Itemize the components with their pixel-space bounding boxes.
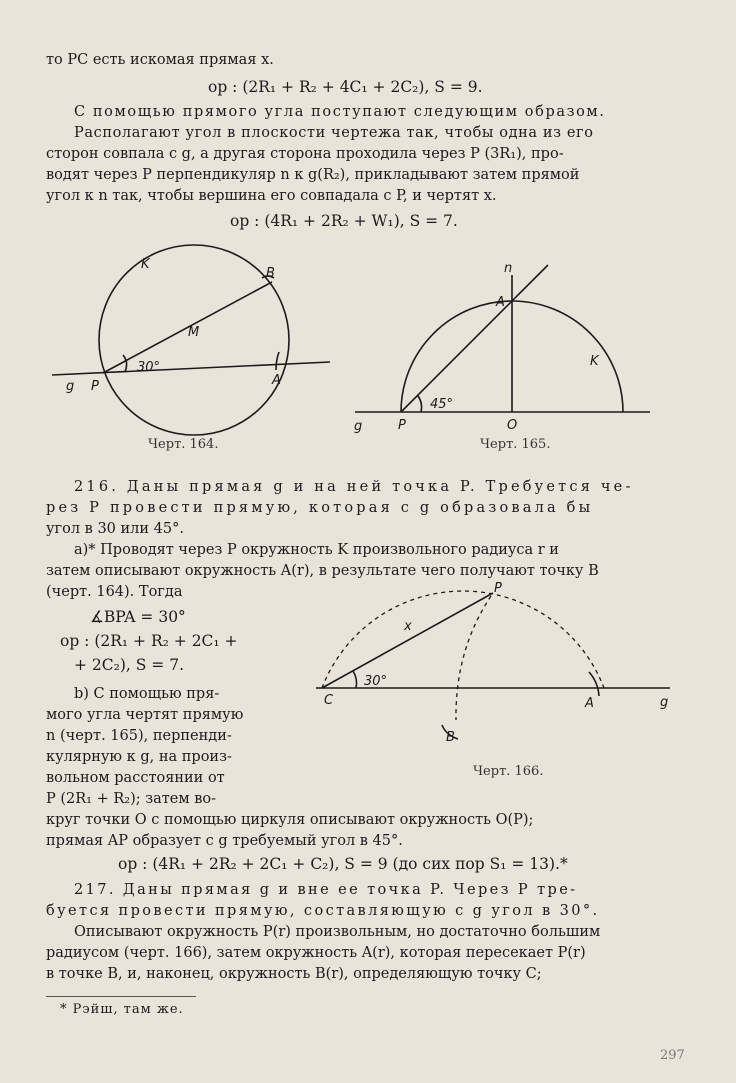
text-line: кулярную к g, на произ- bbox=[46, 749, 232, 765]
formula: op : (2R₁ + R₂ + 4C₁ + 2C₂), S = 9. bbox=[208, 78, 483, 96]
label-x: x bbox=[404, 619, 412, 634]
text-line: радиусом (черт. 166), затем окружность A(r), которая пересекает P(r) bbox=[46, 945, 586, 961]
text-line: Описывают окружность P(r) произвольным, но достаточно большим bbox=[74, 924, 601, 940]
text-line: в точке B, и, наконец, окружность B(r), определяющую точку C; bbox=[46, 966, 542, 982]
text-line: 216. Даны прямая g и на ней точка P. Требуется че- bbox=[74, 479, 634, 495]
label-A: A bbox=[272, 373, 281, 388]
text-line: то PC есть искомая прямая x. bbox=[46, 52, 274, 68]
text-line: угол к n так, чтобы вершина его совпадала с P, и чертят x. bbox=[46, 188, 497, 204]
label-B: B bbox=[266, 266, 275, 281]
label-P: P bbox=[494, 581, 502, 596]
text-line: сторон совпала с g, а другая сторона проходила через P (3R₁), про- bbox=[46, 146, 564, 162]
formula: op : (4R₁ + 2R₂ + W₁), S = 7. bbox=[230, 212, 458, 230]
text-line: b) С помощью пря- bbox=[74, 686, 220, 702]
text-line: n (черт. 165), перпенди- bbox=[46, 728, 232, 744]
text-line: прямая AP образует с g требуемый угол в 45°. bbox=[46, 833, 403, 849]
label-P: P bbox=[398, 418, 406, 433]
label-K: K bbox=[590, 354, 599, 369]
text-line: вольном расстоянии от bbox=[46, 770, 225, 786]
label-g: g bbox=[66, 379, 75, 394]
footnote: * Рэйш, там же. bbox=[60, 1002, 184, 1017]
page-number: 297 bbox=[660, 1048, 685, 1063]
caption-164: Черт. 164. bbox=[148, 437, 219, 452]
label-M: M bbox=[188, 325, 200, 340]
label-C: C bbox=[324, 693, 334, 708]
text-line: водят через P перпендикуляр n к g(R₂), прикладывают затем прямой bbox=[46, 167, 580, 183]
label-angle: 30° bbox=[137, 360, 161, 375]
label-angle: 45° bbox=[430, 397, 454, 412]
text-line: а)* Проводят через P окружность K произвольного радиуса r и bbox=[74, 542, 559, 558]
label-A: A bbox=[585, 696, 594, 711]
text-line: буется провести прямую, составляющую с g угол в 30°. bbox=[46, 903, 600, 919]
caption-166: Черт. 166. bbox=[473, 764, 544, 779]
text-line: круг точки O с помощью циркуля описывают окружность O(P); bbox=[46, 812, 534, 828]
label-g: g bbox=[354, 419, 363, 434]
text-line: P (2R₁ + R₂); затем во- bbox=[46, 791, 217, 807]
text-line: угол в 30 или 45°. bbox=[46, 521, 184, 537]
text-line: С помощью прямого угла поступают следующим образом. bbox=[74, 104, 606, 120]
label-A: A bbox=[496, 295, 505, 310]
label-g: g bbox=[660, 695, 669, 710]
formula: ∡BPA = 30° bbox=[90, 608, 186, 626]
label-P: P bbox=[91, 379, 99, 394]
formula: op : (4R₁ + 2R₂ + 2C₁ + C₂), S = 9 (до сих пор S₁ = 13).* bbox=[118, 855, 568, 873]
label-angle: 30° bbox=[364, 674, 388, 689]
footnote-rule bbox=[46, 996, 196, 997]
text-line: рез P провести прямую, которая с g образовала бы bbox=[46, 500, 594, 516]
caption-165: Черт. 165. bbox=[480, 437, 551, 452]
formula: + 2C₂), S = 7. bbox=[74, 656, 184, 674]
label-K: K bbox=[141, 257, 150, 272]
formula: op : (2R₁ + R₂ + 2C₁ + bbox=[60, 632, 238, 650]
text-line: (черт. 164). Тогда bbox=[46, 584, 183, 600]
label-B: B bbox=[446, 730, 455, 745]
text-line: затем описывают окружность A(r), в результате чего получают точку B bbox=[46, 563, 599, 579]
text-line: 217. Даны прямая g и вне ее точка P. Через P тре- bbox=[74, 882, 578, 898]
label-n: n bbox=[504, 261, 513, 276]
label-O: O bbox=[507, 418, 518, 433]
text-line: мого угла чертят прямую bbox=[46, 707, 244, 723]
text-line: Располагают угол в плоскости чертежа так, чтобы одна из его bbox=[74, 125, 594, 141]
